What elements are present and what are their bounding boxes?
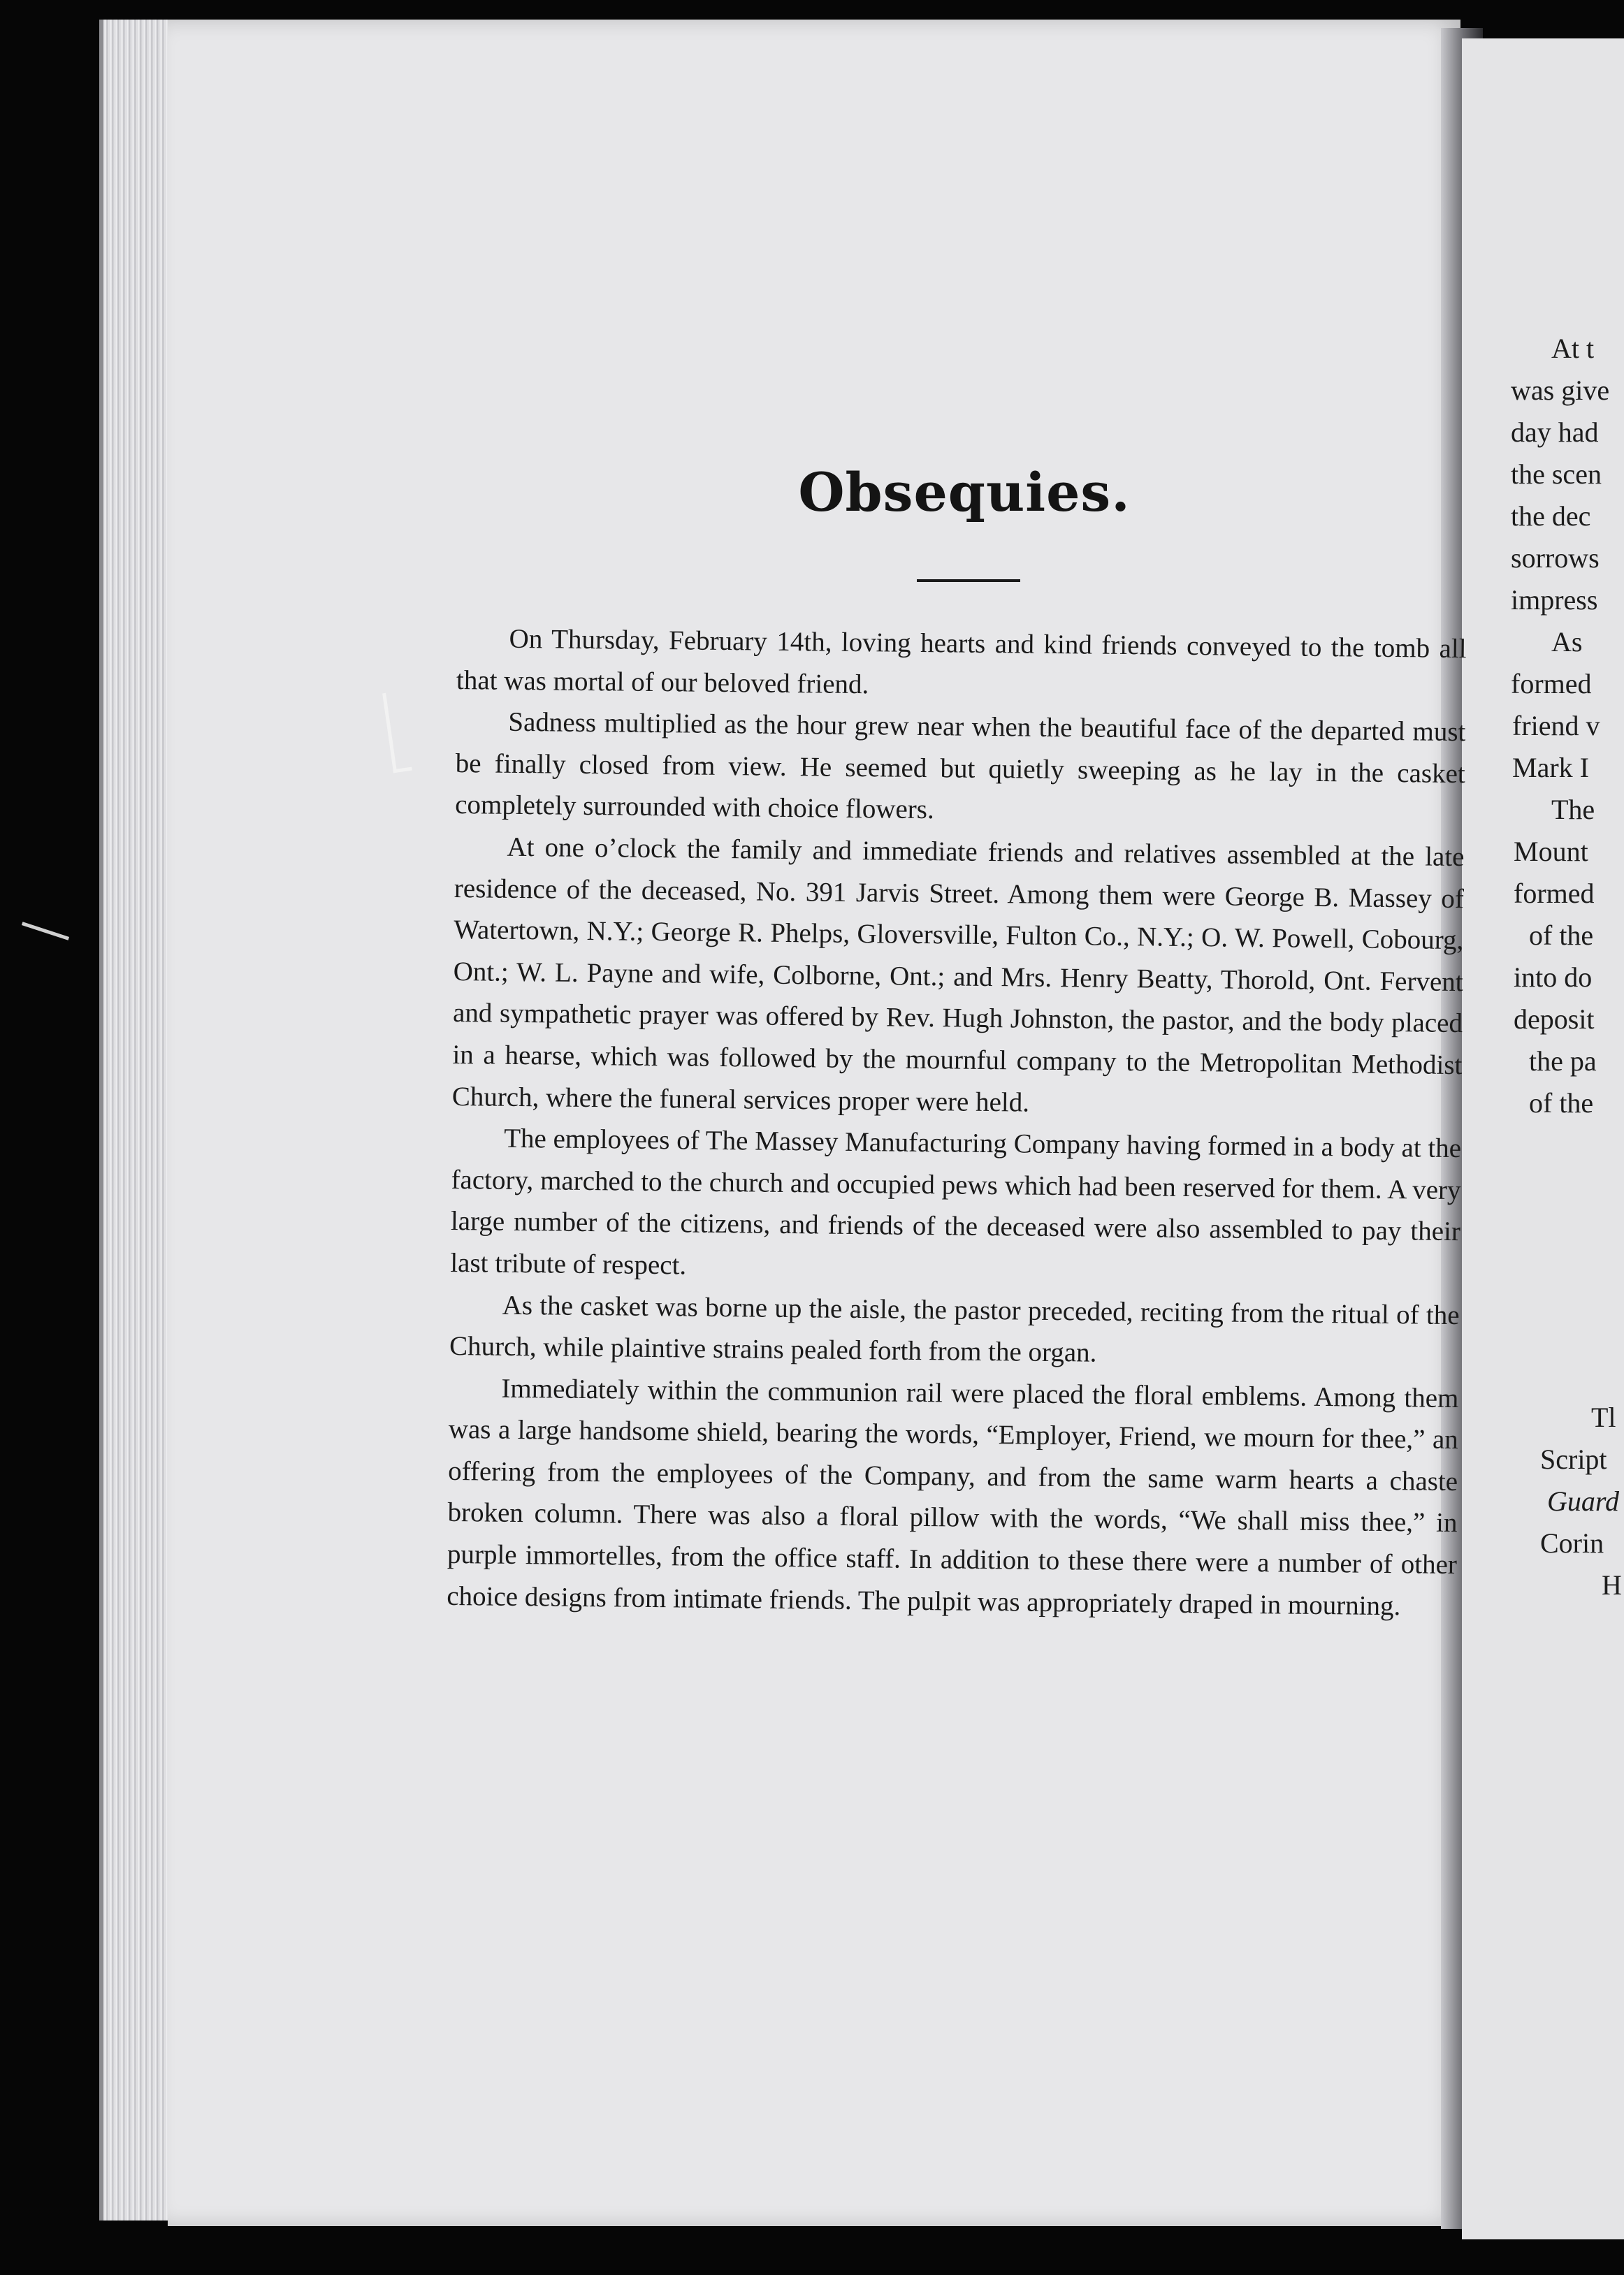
scan-mark: [22, 922, 69, 940]
paragraph: The employees of The Massey Manufacturing Company having formed in a body at the factory, marched to the church and occupied pews which had been reserved for them. A very large number of the citizens, and friends of the deceased were also assembled to pay their last tribute of respect.: [450, 1123, 1462, 1281]
page-title: Obsequies.: [798, 461, 1131, 523]
facing-line: Corin: [1540, 1527, 1604, 1559]
facing-line: Tl: [1591, 1402, 1616, 1433]
facing-line: Script: [1540, 1444, 1607, 1475]
facing-line: At t: [1551, 333, 1595, 364]
facing-line: The: [1551, 794, 1595, 825]
facing-line: was give: [1511, 375, 1610, 406]
paragraph: At one o’clock the family and immediate friends and relatives assembled at the late residence of the deceased, No. 391 Jarvis Street. Among them were George B. Massey of Watertown, N.Y.; George R. Phelps, Gloversville, Fulton Co., N.Y.; O. W. Powell, Cobourg, Ont.; W. L. Payne and wife, Colborne, Ont.; and Mrs. Henry Beatty, Thorold, Ont. Fervent and sympathetic prayer was offered by Rev. Hugh Johnston, the pastor, and the body placed in a hearse, which was followed by the mournful company to the Metropolitan Methodist Church, where the funeral services proper were held.: [451, 831, 1465, 1118]
facing-line: H: [1602, 1569, 1622, 1601]
paragraph: Sadness multiplied as the hour grew near when the beautiful face of the departed must be finally closed from view. He seemed but quietly sweeping as he lay in the casket completely surrounded with choice flowers.: [454, 706, 1466, 825]
facing-line: the scen: [1511, 458, 1602, 490]
paragraph: As the casket was borne up the aisle, the pastor preceded, reciting from the ritual of the Church, while plaintive strains pealed forth from the organ.: [449, 1290, 1460, 1368]
facing-line: Mark I: [1512, 752, 1589, 783]
facing-line: formed: [1511, 668, 1592, 699]
title-rule: [917, 579, 1020, 582]
paragraph: Immediately within the communion rail were placed the floral emblems. Among them was a large handsome shield, bearing the words, “Employer, Friend, we mourn for thee,” an offering from the employees of the Company, and from the same warm hearts a chaste broken column. There was also a floral pillow with the words, “We shall miss thee,” in purple immortelles, from the office staff. In addition to these there were a number of other choice designs from intimate friends. The pulpit was appropriately draped in mourning.: [447, 1373, 1459, 1621]
facing-line: day had: [1511, 416, 1599, 448]
facing-line: impress: [1511, 584, 1598, 616]
facing-line: formed: [1514, 878, 1595, 909]
facing-line: Guard: [1547, 1485, 1619, 1517]
paragraph: On Thursday, February 14th, loving hearts and kind friends conveyed to the tomb all that was mortal of our beloved friend.: [456, 623, 1467, 699]
facing-line: friend v: [1512, 710, 1600, 741]
facing-line: the dec: [1511, 500, 1591, 532]
facing-line: sorrows: [1511, 542, 1600, 574]
facing-line: of the: [1529, 1087, 1594, 1119]
facing-line: As: [1551, 626, 1583, 657]
facing-line: the pa: [1529, 1045, 1597, 1077]
facing-line: Mount: [1514, 836, 1588, 867]
facing-line: into do: [1514, 961, 1593, 993]
facing-line: deposit: [1514, 1003, 1595, 1035]
facing-line: of the: [1529, 920, 1594, 951]
facing-page: [1462, 38, 1624, 2239]
body-text: [447, 618, 1467, 1627]
